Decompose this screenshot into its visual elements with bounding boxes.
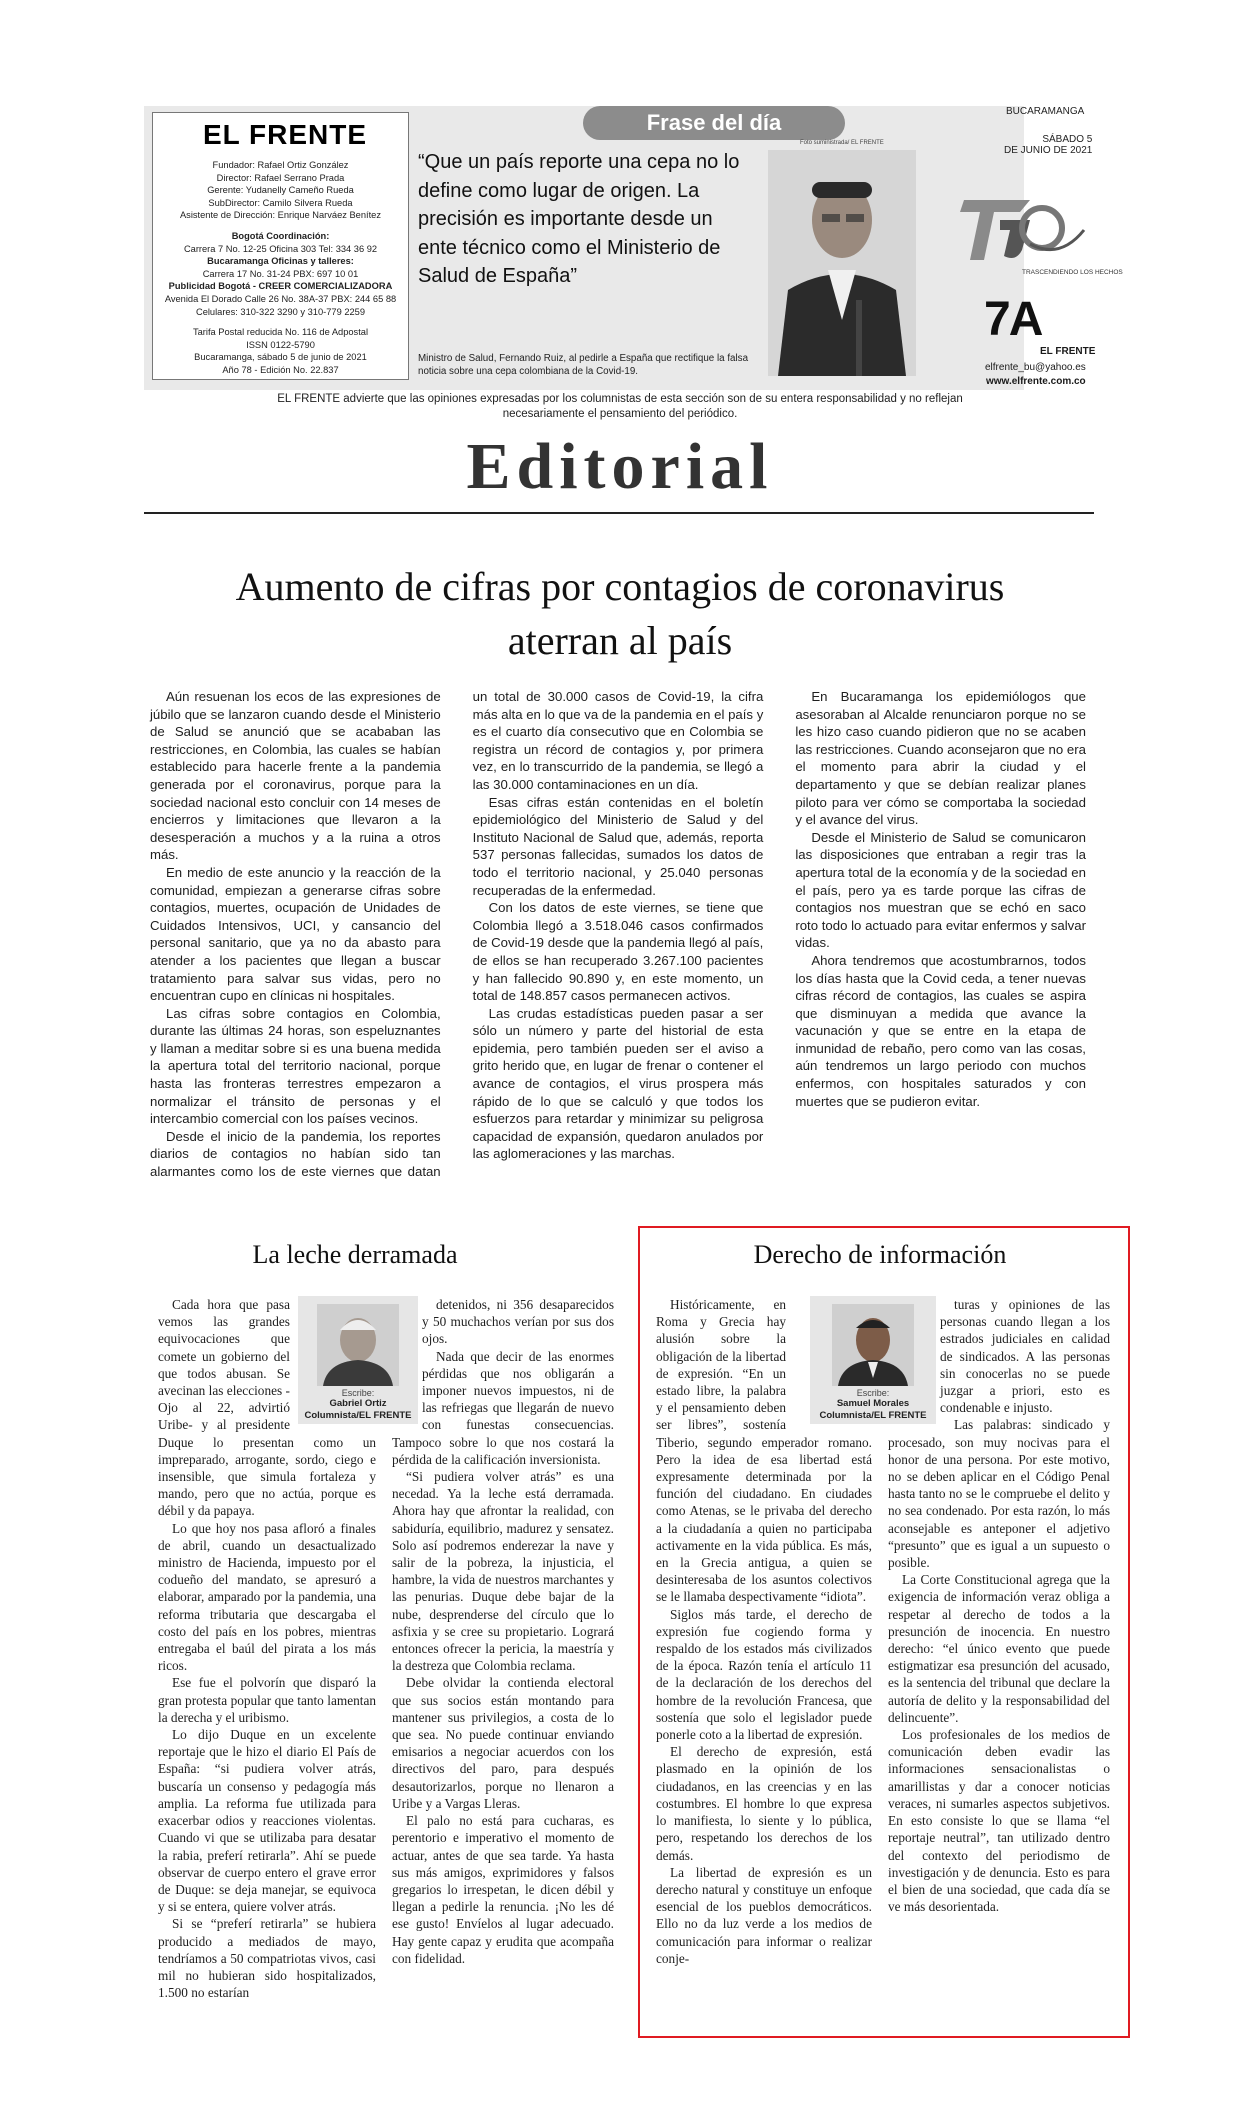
photo-credit: Foto suministrada/ EL FRENTE <box>800 140 884 146</box>
column-paragraph: Lo dijo Duque en un excelente reportaje que le hizo el diario El País de España: “si pudiera volver atrás, buscaría un consenso y pedagogía más amplia. La reforma fue utilizada para exacerbar odios y reacciones violentas. Cuando vi que se utilizaba para desatar la rabia, preferí retirarla”. Ahí se puede observar de cuerpo entero el grave error de Duque: se deja manejar, se equivoca y si se entera, quiere volver atrás. <box>158 1727 376 1915</box>
staff-line: Asistente de Dirección: Enrique Narváez Benítez <box>179 210 382 221</box>
city-label: BUCARAMANGA <box>1006 106 1085 117</box>
column-paragraph: Cada hora que pasa vemos las grandes equivocaciones que comete un gobierno del que todos abusan. Se avecinan las elecciones -Ojo al 22, advirtió Uribe- y al presidente Duque lo presentan como un impreparado, arrogante, sordo, ciego e insensible, que simula fortaleza y mando, pero que no actúa, porque es débil y da papaya. <box>158 1297 376 1519</box>
column-paragraph: Los profesionales de los medios de comunicación deben evadir las informaciones sensacionalistas o amarillistas y dar a conocer noticias veraces, ni sumarles aspectos subjetivos. En esto consiste lo que se llama “el reportaje neutral”, tan utilizado dentro del contexto del periodismo de investigación y de denuncia. Esto es para el bien de una sociedad, que cada día se ve más desorientada. <box>888 1727 1110 1915</box>
website-link[interactable]: www.elfrente.com.co <box>986 376 1086 387</box>
right-column-headline: Derecho de información <box>753 1240 1007 1269</box>
section-title: Editorial <box>466 430 774 503</box>
staff-line: Carrera 7 No. 12-25 Oficina 303 Tel: 334 36 92 <box>183 243 378 254</box>
staff-line: Fundador: Rafael Ortiz González <box>212 160 349 170</box>
column-paragraph: El derecho de expresión, está plasmado en la opinión de los ciudadanos, en las creencias y en las costumbres. El hombre lo que expresa lo manifiesta, lo siente y lo pública, pero, respetando los derechos de los demás. <box>656 1744 872 1863</box>
staff-line: Bucaramanga, sábado 5 de junio de 2021 <box>194 352 367 363</box>
left-author-label: Escribe: <box>341 1388 375 1398</box>
section-divider <box>144 512 1094 514</box>
anniversary-logo <box>960 190 1123 282</box>
photo-wrap-spacer <box>290 1296 376 1430</box>
column-paragraph: La libertad de expresión es un derecho natural y constituye un enfoque esencial de los pueblos democráticos. Ello no da luz verde a los medios de comunicación para informar o realizar conje- <box>656 1864 872 1966</box>
article-paragraph: Esas cifras están contenidas en el boletín epidemiológico del Ministerio de Salud y del Instituto Nacional de Salud que, además, reporta 537 personas fallecidas, sumados los datos de todo el territorio nacional, y 25.040 personas recuperadas de la enfermedad. <box>472 794 764 898</box>
article-paragraph: En medio de este anuncio y la reacción de la comunidad, empiezan a generarse cifras sobre contagios, muertes, ocupación de Unidades de Cuidados Intensivos, UCI, y cansancio del personal sanitario, que ya no da abasto para atender a los pacientes que llegan a buscar tratamiento para salvar sus vidas, pero no encuentran cupo en clínicas ni hospitales. <box>150 864 441 1004</box>
staff-line: Avenida El Dorado Calle 26 No. 38A-37 PBX: 244 65 88 <box>164 293 397 304</box>
disclaimer-text: EL FRENTE advierte que las opiniones expresadas por los columnistas de esta sección son de su entera responsabilidad y no reflejan necesariamente el pensamiento del periódico. <box>277 393 963 420</box>
staff-line: Bucaramanga Oficinas y talleres: <box>207 256 354 267</box>
column-paragraph: Las palabras: sindicado y procesado, son muy nocivas para el honor de una persona. Por este motivo, no se deben aplicar en el Código Penal hasta tanto no se le compruebe el delito y no sea condenado. Por esta razón, lo más aconsejable es anteponer el adjetivo “presunto” que es igual a un supuesto o posible. <box>888 1417 1110 1571</box>
column-paragraph: detenidos, ni 356 desaparecidos y 50 muchachos verían por sus dos ojos. <box>422 1297 614 1347</box>
column-paragraph: Lo que hoy nos pasa afloró a finales de abril, cuando un desactualizado ministro de Hacienda, impuesto por el codueño del mandato, se apresuró a elaborar, amparado por la pandemia, una reforma tributaria que descargaba el costo del país en los pobres, mientras entregaba el baúl del pirata a los más ricos. <box>158 1520 376 1674</box>
column-paragraph: turas y opiniones de las personas cuando llegan a los estrados judiciales en calidad de sindicados. A las personas sin conocerlas no se puede juzgar a priori, esto es condenable e injusto. <box>940 1297 1110 1416</box>
right-author-label: Escribe: <box>856 1388 890 1398</box>
column-paragraph: “Si pudiera volver atrás” es una necedad. Ya la leche está derramada. Ahora hay que afrontar la realidad, con sabiduría, equilibrio, madurez y sensatez. Solo así podremos enderezar la nave y salir de la pobreza, la injusticia, el hambre, la vida de nuestros marchantes y las penurias. Duque debe bajar de la nube, desprenderse del círculo que lo asfixia y se cree su propietario. Logrará entonces ofrecer la pericia, la maestría y la destreza que Colombia reclama. <box>392 1469 614 1674</box>
page-number: 7A <box>984 293 1042 346</box>
column-paragraph: El palo no está para cucharas, es perentorio e imperativo el momento de actuar, antes de que sea tarde. Ya hasta sus más amigos, exprimidores y falsos gregarios lo irrespetan, le dicen débil y llegan a pedirle la renuncia. ¡No les dé ese gusto! Envíelos al lugar adecuado. Hay gente capaz y erudita que acompaña con fidelidad. <box>392 1813 614 1966</box>
article-paragraph: Ahora tendremos que acostumbrarnos, todos los días hasta que la Covid ceda, a tener nuevas cifras récord de contagios, las cuales se aspira que disminuyan a medida que avance la vacunación y que se entre en la etapa de inmunidad de rebaño, pero como van las cosas, aún tendremos un largo periodo con muchos enfermos, con hospitales saturados y con muertes que se pudieron evitar. <box>795 952 1086 1109</box>
staff-line: Celulares: 310-322 3290 y 310-779 2259 <box>195 306 366 317</box>
minister-photo <box>768 150 916 376</box>
left-column-text-1 <box>158 1296 376 2001</box>
left-column-headline: La leche derramada <box>252 1240 458 1269</box>
article-paragraph: Desde el inicio de la pandemia, los reportes diarios de contagios no habían sido tan alarmantes como los de este viernes que datan un total de 30.000 casos de Covid-19, la cifra más alta en lo que va de la pandemia en el país y es el cuarto día consecutivo que en Colombia se registra un récord de contagios y, por primera vez, en lo transcurrido de la pandemia, se llegó a las 30.000 contaminaciones en un día. <box>150 689 764 1180</box>
date-label <box>1004 134 1092 156</box>
staff-line: Año 78 - Edición No. 22.837 <box>222 364 339 375</box>
staff-line <box>153 318 408 326</box>
article-paragraph: En Bucaramanga los epidemiólogos que asesoraban al Alcalde renunciaron porque no se les hizo caso cuando pidieron que no se acaben las restricciones. Cuando aconsejaron que no era el momento para abrir la ciudad y el departamento y que se debían realizar planes piloto para ver cómo se comportaba la sociedad y el avance del virus. <box>795 689 1086 828</box>
frase-del-dia-label: Frase del día <box>583 106 845 140</box>
left-column-text-2 <box>392 1296 614 1967</box>
main-article-body <box>150 688 1086 1198</box>
article-paragraph: Desde el Ministerio de Salud se comunicaron las disposiciones que entraban a regir tras la apertura total de la economía y de la sociedad en el país, pero ya es tarde porque las cifras de contagios nos muestran que se echó en saco roto todo lo actuado para evitar enfermos y salvar vidas. <box>795 829 1086 951</box>
right-author-role: Columnista/EL FRENTE <box>819 1410 927 1421</box>
photo-wrap-spacer <box>392 1296 422 1430</box>
column-paragraph: Ese fue el polvorín que disparó la gran protesta popular que tanto lamentan la derecha y el uribismo. <box>158 1675 376 1725</box>
column-paragraph: Si se “preferí retirarla” se hubiera producido a mediados de mayo, tendríamos a 50 compatriotas vivos, casi mil no hubieran sido hospitalizados, 1.500 no estarían <box>158 1916 376 2001</box>
staff-line: ISSN 0122-5790 <box>246 339 315 350</box>
staff-line: SubDirector: Camilo Silvera Rueda <box>208 197 353 208</box>
staff-line: Director: Rafael Serrano Prada <box>216 172 345 183</box>
staff-line: Publicidad Bogotá - CREER COMERCIALIZADORA <box>168 281 393 292</box>
right-author-name: Samuel Morales <box>836 1398 910 1409</box>
quote-text: “Que un país reporte una cepa no lo define como lugar de origen. La precisión es importante desde un ente técnico como el Ministerio de Salud de España” <box>418 151 740 287</box>
column-paragraph: Siglos más tarde, el derecho de expresión fue cogiendo forma y respaldo de los estados más civilizados de la época. Razón tenía el artículo 11 de la declaración de los derechos del hombre de la revolución Francesa, que sostenía que solo el legislador puede ponerle coto a la libertad de expresión. <box>656 1606 872 1743</box>
staff-box <box>152 112 409 380</box>
article-paragraph: Las crudas estadísticas pueden pasar a ser sólo un número y parte del historial de esta epidemia, pero también pueden ser el aviso a grito herido que, en lugar de frenar o contener el avance de contagios, el virus prospera más rápido de lo que se calculó y que todos los esfuerzos para retardar y minimizar su peligrosa capacidad de expansión, quedaron anulados por las aglomeraciones y las marchas. <box>472 1005 764 1162</box>
anniversary-tagline: TRASCENDIENDO LOS HECHOS <box>1022 269 1123 276</box>
left-author-role: Columnista/EL FRENTE <box>304 1410 412 1421</box>
left-author-name: Gabriel Ortiz <box>329 1398 387 1409</box>
staff-list <box>153 159 408 377</box>
photo-wrap-spacer <box>888 1296 940 1430</box>
date-line-1: SÁBADO 5 <box>1042 134 1093 145</box>
main-headline: Aumento de cifras por contagios de coronavirus aterran al país <box>235 564 1005 663</box>
column-paragraph: La Corte Constitucional agrega que la exigencia de información veraz obliga a respetar al derecho de todos a la presunción de inocencia. En nuestro derecho: “el único evento que puede estigmatizar esa presunción del acusado, es la sentencia del tribunal que declare la autoría de delito y la responsabilidad del delincuente”. <box>888 1572 1110 1725</box>
staff-line: Gerente: Yudanelly Cameño Rueda <box>207 185 354 196</box>
date-line-2: DE JUNIO DE 2021 <box>1004 145 1093 156</box>
brand-small: EL FRENTE <box>1040 346 1096 357</box>
article-paragraph: Con los datos de este viernes, se tiene que Colombia llegó a 3.518.046 casos confirmados de Covid-19 desde que la pandemia llegó al país, de ellos se han recuperado 3.267.100 pacientes y han fallecido 90.890 y, en este momento, un total de 148.857 casos permanecen activos. <box>472 900 764 1004</box>
photo-wrap-spacer <box>786 1296 872 1430</box>
staff-line: Tarifa Postal reducida No. 116 de Adpostal <box>192 327 369 338</box>
staff-line: Carrera 17 No. 31-24 PBX: 697 10 01 <box>202 268 359 279</box>
column-paragraph: Históricamente, en Roma y Grecia hay alusión sobre la obligación de la libertad de expresión. “En un estado libre, la palabra y el pensamiento deben ser libres”, sostenía Tiberio, segundo emperador romano. Pero la idea de esa libertad está expresamente determinada por la función del ciudadano. En ciudades como Atenas, se le privaba del derecho a la ciudadanía a quien no participaba activamente en la vida pública. Es más, en la Grecia antigua, a quien se desinteresaba de los asuntos colectivos se le llamaba despectivamente “idiota”. <box>656 1297 872 1605</box>
staff-line: Bogotá Coordinación: <box>231 230 330 241</box>
column-paragraph: Debe olvidar la contienda electoral que sus socios están montando para mantener sus privilegios, a costa de lo que sea. No puede continuar enviando emisarios a negociar acuerdos con los directivos del paro, para después desautorizarlos, porque no llenaron a Uribe y a Vargas Lleras. <box>392 1675 614 1811</box>
article-paragraph: Las cifras sobre contagios en Colombia, durante las últimas 24 horas, son espeluznantes y llaman a meditar sobre si es una buena medida la apertura total del territorio nacional, porque hasta las fronteras terrestres empezaron a normalizar el tránsito de personas y el intercambio comercial con los países vecinos. <box>150 1005 441 1127</box>
article-paragraph: Aún resuenan los ecos de las expresiones de júbilo que se lanzaron cuando desde el Ministerio de Salud se anunció que se acababan las restricciones, en Colombia, las cuales se habían establecido para hacerle frente a la pandemia generada por el coronavirus, porque para la sociedad nacional esto concluir con 14 meses de encierros y limitaciones que llevaron a la desesperación a muchos y a la ruina a otros más. <box>150 689 441 863</box>
photo-caption: Ministro de Salud, Fernando Ruiz, al pedirle a España que rectifique la falsa noticia sobre una cepa colombiana de la Covid-19. <box>418 353 749 377</box>
column-paragraph: Nada que decir de las enormes pérdidas que nos obligarán a imponer nuevos impuestos, ni de las refriegas que llegarán de nuevo con funestas consecuencias. Tampoco sobre lo que nos costará la pérdida de la calificación inversionista. <box>392 1348 614 1467</box>
right-column-text-1 <box>656 1296 872 1967</box>
email-link[interactable]: elfrente_bu@yahoo.es <box>985 362 1086 373</box>
staff-line <box>153 222 408 230</box>
right-column-text-2 <box>888 1296 1110 1915</box>
newspaper-logo: EL FRENTE <box>203 119 368 150</box>
